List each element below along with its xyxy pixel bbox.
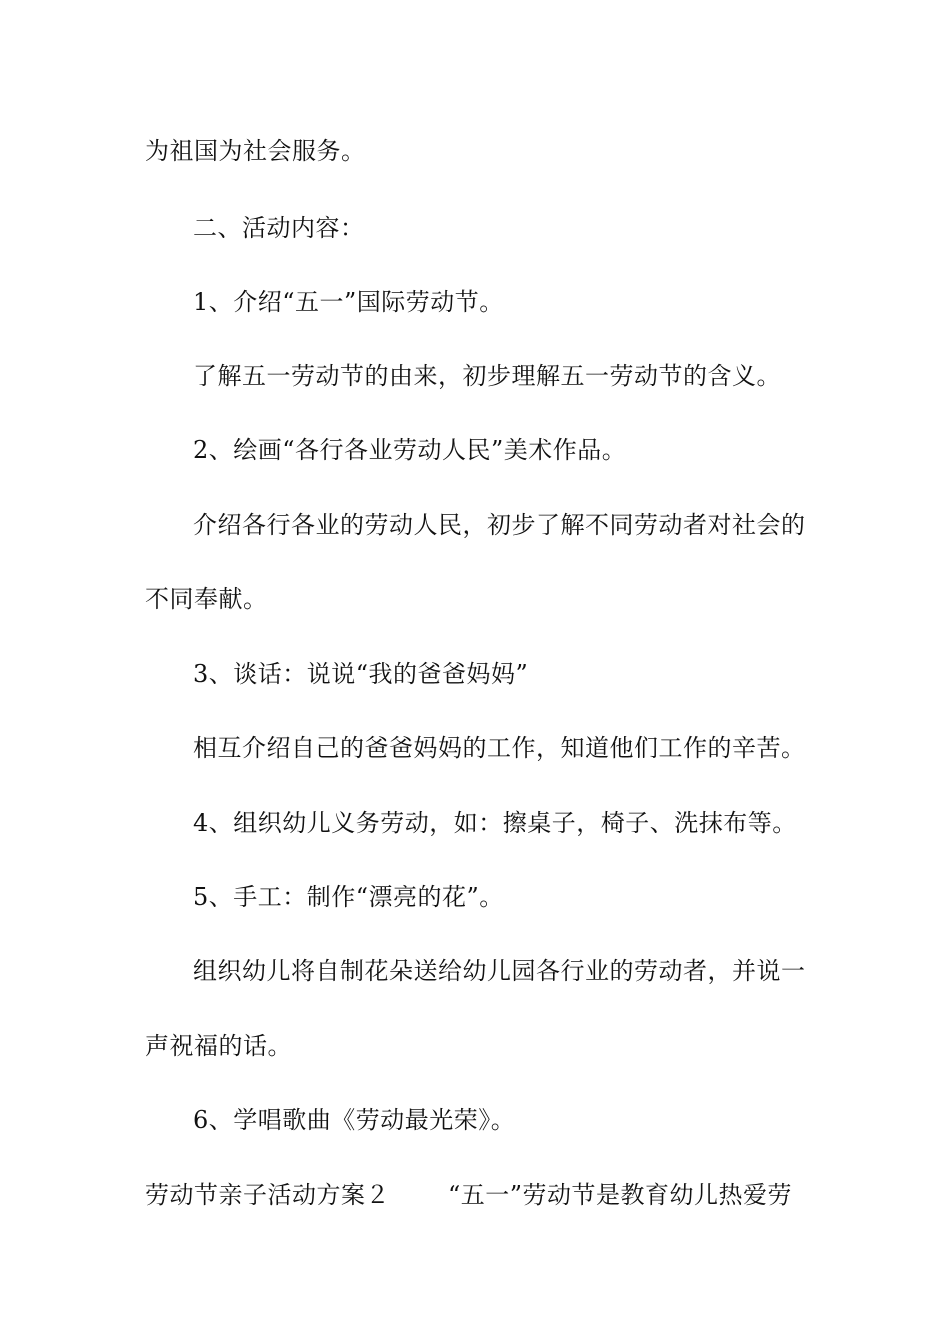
next-section-line	[145, 1180, 810, 1210]
list-item: 1、介绍“五一”国际劳动节。	[193, 288, 504, 316]
paragraph-line: 了解五一劳动节的由来，初步理解五一劳动节的含义。	[193, 362, 781, 390]
list-item: 2、绘画“各行各业劳动人民”美术作品。	[193, 436, 627, 464]
next-section-title: 劳动节亲子活动方案２	[145, 1181, 390, 1209]
list-item: 4、组织幼儿义务劳动，如：擦桌子，椅子、洗抹布等。	[193, 809, 797, 837]
paragraph-line: 为祖国为社会服务。	[145, 137, 366, 165]
paragraph-line: 相互介绍自己的爸爸妈妈的工作，知道他们工作的辛苦。	[193, 734, 806, 762]
paragraph-line: 组织幼儿将自制花朵送给幼儿园各行业的劳动者，并说一	[193, 957, 806, 985]
list-item: 5、手工：制作“漂亮的花”。	[193, 883, 504, 911]
section-heading: 二、活动内容：	[193, 214, 365, 242]
paragraph-line: 介绍各行各业的劳动人民，初步了解不同劳动者对社会的	[193, 511, 806, 539]
list-item: 6、学唱歌曲《劳动最光荣》。	[193, 1106, 516, 1134]
list-item: 3、谈话：说说“我的爸爸妈妈”	[193, 660, 529, 688]
next-section-text: “五一”劳动节是教育幼儿热爱劳	[448, 1181, 793, 1209]
paragraph-line: 不同奉献。	[145, 585, 268, 613]
paragraph-line: 声祝福的话。	[145, 1032, 292, 1060]
